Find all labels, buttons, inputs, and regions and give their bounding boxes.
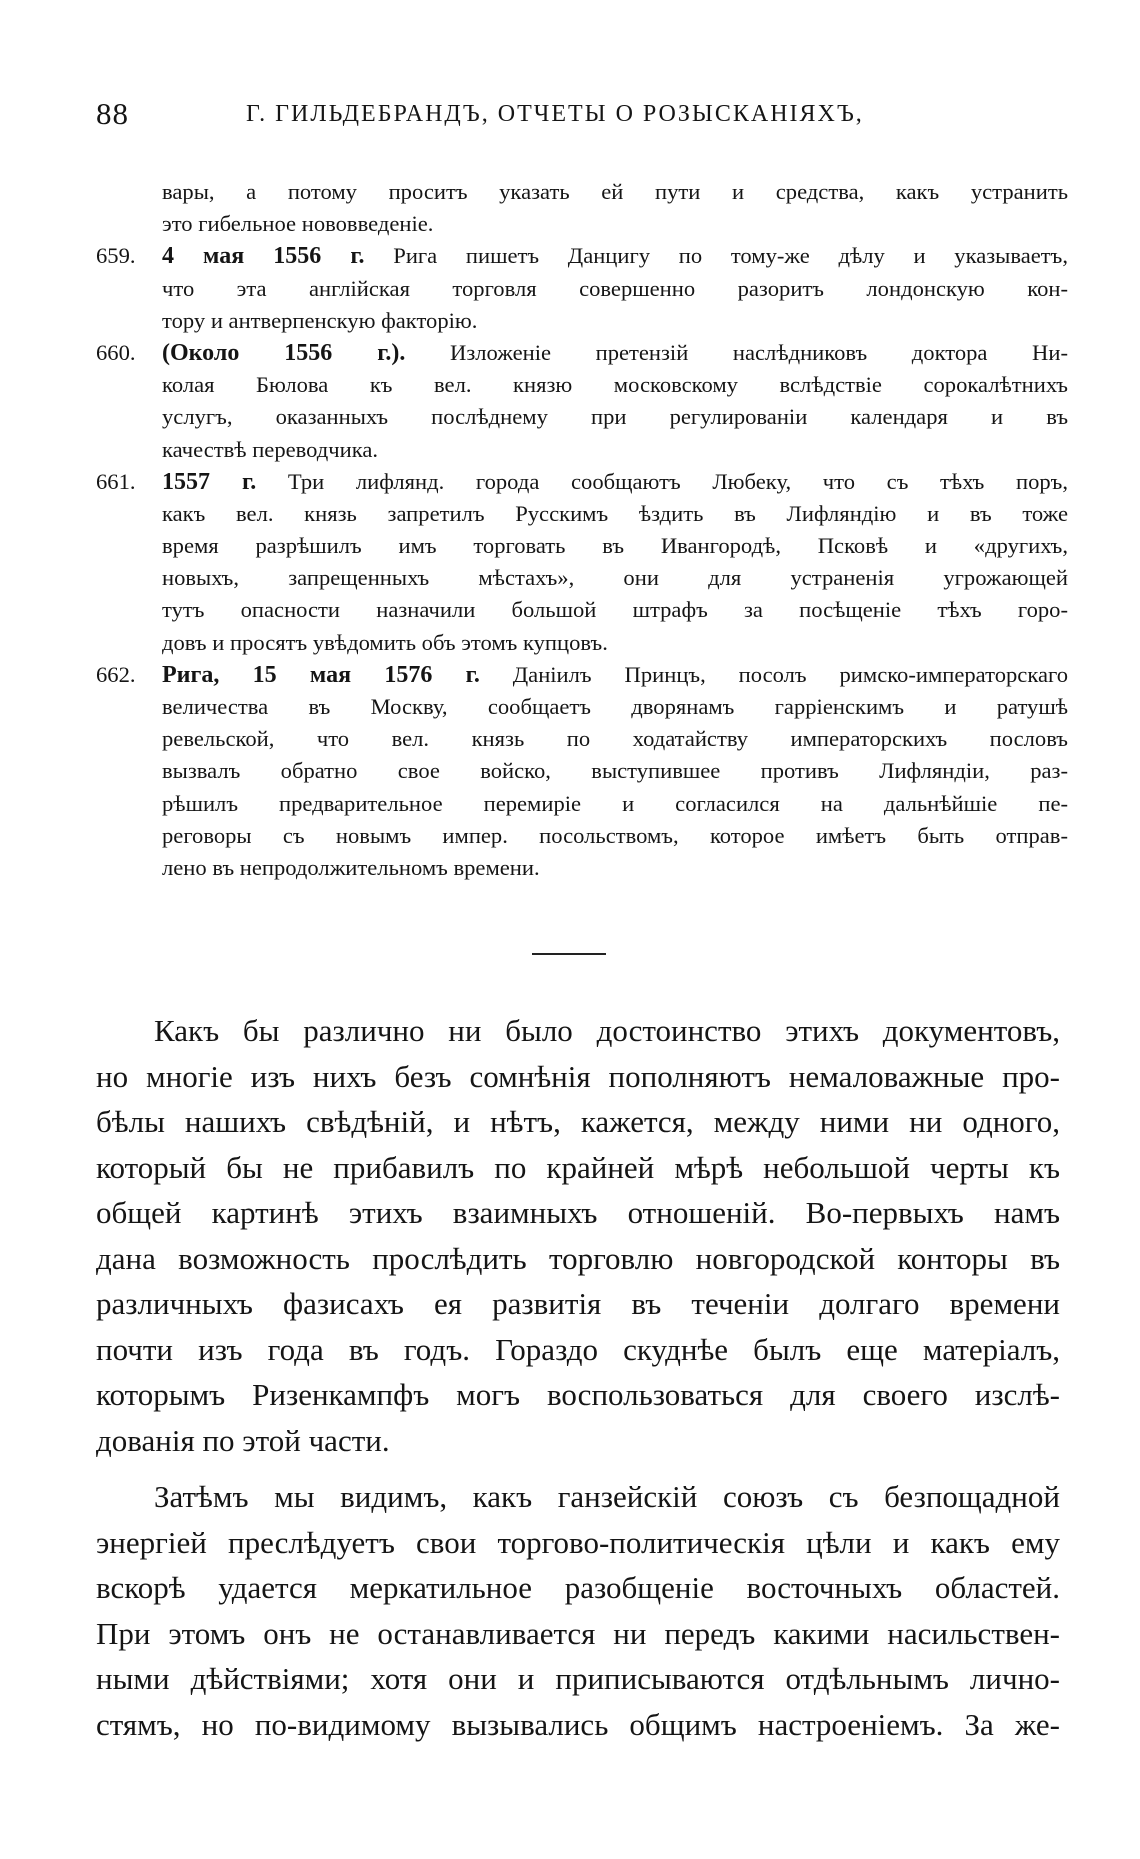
entry-line: услугъ, оказанныхъ послѣднему при регулированіи календаря и въ xyxy=(162,404,1068,430)
entry-text: Изложеніе претензій наслѣдниковъ доктора Ни- xyxy=(450,339,1068,365)
entry-659-first-line xyxy=(96,240,1068,272)
paragraph-1-line: дованія по этой части. xyxy=(96,1422,390,1458)
paragraph-1-line: которымъ Ризенкампфъ могъ воспользоваться для своего изслѣ- xyxy=(96,1377,1060,1412)
entry-text: Даніилъ Принцъ, посолъ римско-императорскаго xyxy=(512,661,1068,687)
entry-text: Рига пишетъ Данцигу по тому-же дѣлу и указываетъ, xyxy=(393,243,1068,269)
entry-text: Три лифлянд. города сообщаютъ Любеку, что съ тѣхъ поръ, xyxy=(287,468,1068,494)
entry-line: что эта англійская торговля совершенно разоритъ лондонскую кон- xyxy=(162,275,1068,301)
paragraph-2-line: энергіей преслѣдуетъ свои торгово-политическія цѣли и какъ ему xyxy=(96,1524,1060,1560)
main-text xyxy=(96,1008,1060,1747)
entry-line: новыхъ, запрещенныхъ мѣстахъ», они для устраненія угрожающей xyxy=(162,565,1068,591)
paragraph-1-line: общей картинѣ этихъ взаимныхъ отношеній. Во-первыхъ намъ xyxy=(96,1195,1060,1230)
entry-line: ревельской, что вел. князь по ходатайству императорскихъ пословъ xyxy=(162,726,1068,752)
entry-number: 660. xyxy=(96,339,136,365)
running-head: Г. ГИЛЬДЕБРАНДЪ, ОТЧЕТЫ О РОЗЫСКАНІЯХЪ, xyxy=(246,101,864,127)
entry-line: время разрѣшилъ имъ торговать въ Ивангородѣ, Псковѣ и «другихъ, xyxy=(162,533,1068,559)
entry-number: 661. xyxy=(96,468,136,494)
paragraph-2-line: Затѣмъ мы видимъ, какъ ганзейскій союзъ съ безпощадной xyxy=(154,1479,1060,1514)
entry-date: 1557 г. xyxy=(162,468,257,495)
entry-number: 662. xyxy=(96,661,136,687)
paragraph-1-line: дана возможность прослѣдить торговлю новгородской конторы въ xyxy=(96,1240,1060,1276)
paragraph-2-line: стямъ, но по-видимому вызывались общимъ настроеніемъ. За же- xyxy=(96,1706,1060,1742)
entry-line: довъ и просятъ увѣдомить объ этомъ купцовъ. xyxy=(162,629,608,655)
entry-662-first-line xyxy=(96,659,1068,691)
paragraph-gap xyxy=(96,1463,1060,1474)
paragraph-1-line: но многіе изъ нихъ безъ сомнѣнія пополняютъ немаловажные про- xyxy=(96,1058,1060,1094)
paragraph-1-line: различныхъ фазисахъ ея развитія въ теченіи долгаго времени xyxy=(96,1286,1060,1321)
entry-line: какъ вел. князь запретилъ Русскимъ ѣздить въ Лифляндію и въ тоже xyxy=(162,500,1068,526)
entry-660-first-line xyxy=(96,337,1068,369)
entry-date: Рига, 15 мая 1576 г. xyxy=(162,661,480,688)
paragraph-1-line: почти изъ года въ годъ. Гораздо скуднѣе былъ еще матеріалъ, xyxy=(96,1331,1060,1367)
page-header xyxy=(96,96,1076,146)
entry-line: лено въ непродолжительномъ времени. xyxy=(162,854,540,880)
entry-line: реговоры съ новымъ импер. посольствомъ, которое имѣетъ быть отправ- xyxy=(162,822,1068,848)
paragraph-1-line: который бы не прибавилъ по крайней мѣрѣ небольшой черты къ xyxy=(96,1149,1060,1185)
entry-continuation-line: это гибельное нововведеніе. xyxy=(162,211,434,237)
entry-line: колая Бюлова къ вел. князю московскому вслѣдствіе сорокалѣтнихъ xyxy=(162,372,1068,398)
page-number: 88 xyxy=(96,96,129,131)
paragraph-1-line: бѣлы нашихъ свѣдѣній, и нѣтъ, кажется, между ними ни одного, xyxy=(96,1104,1060,1139)
paragraph-2-line: ными дѣйствіями; хотя они и приписываются отдѣльнымъ лично- xyxy=(96,1661,1060,1696)
entry-line: величества въ Москву, сообщаетъ дворянамъ гарріенскимъ и ратушѣ xyxy=(162,694,1068,719)
entry-line: качествѣ переводчика. xyxy=(162,436,379,462)
paragraph-2-line: При этомъ онъ не останавливается ни передъ какими насильствен- xyxy=(96,1615,1060,1651)
section-divider xyxy=(532,953,606,955)
entry-date: 4 мая 1556 г. xyxy=(162,243,365,270)
entry-661-first-line xyxy=(96,466,1068,498)
entry-number: 659. xyxy=(96,243,136,269)
paragraph-2-line: вскорѣ удается меркатильное разобщеніе восточныхъ областей. xyxy=(96,1570,1060,1605)
entry-continuation-line: вары, а потому проситъ указать ей пути и средства, какъ устранить xyxy=(162,179,1068,204)
paragraph-1-line: Какъ бы различно ни было достоинство этихъ документовъ, xyxy=(154,1013,1060,1048)
entry-date: (Около 1556 г.). xyxy=(162,339,406,366)
entry-line: вызвалъ обратно свое войско, выступившее противъ Лифляндіи, раз- xyxy=(162,758,1068,784)
document-entries xyxy=(96,176,1068,884)
entry-line: рѣшилъ предварительное перемиріе и согласился на дальнѣйшіе пе- xyxy=(162,790,1068,816)
entry-line: тутъ опасности назначили большой штрафъ за посѣщеніе тѣхъ горо- xyxy=(162,597,1068,623)
entry-line: тору и антверпенскую факторію. xyxy=(162,307,478,333)
